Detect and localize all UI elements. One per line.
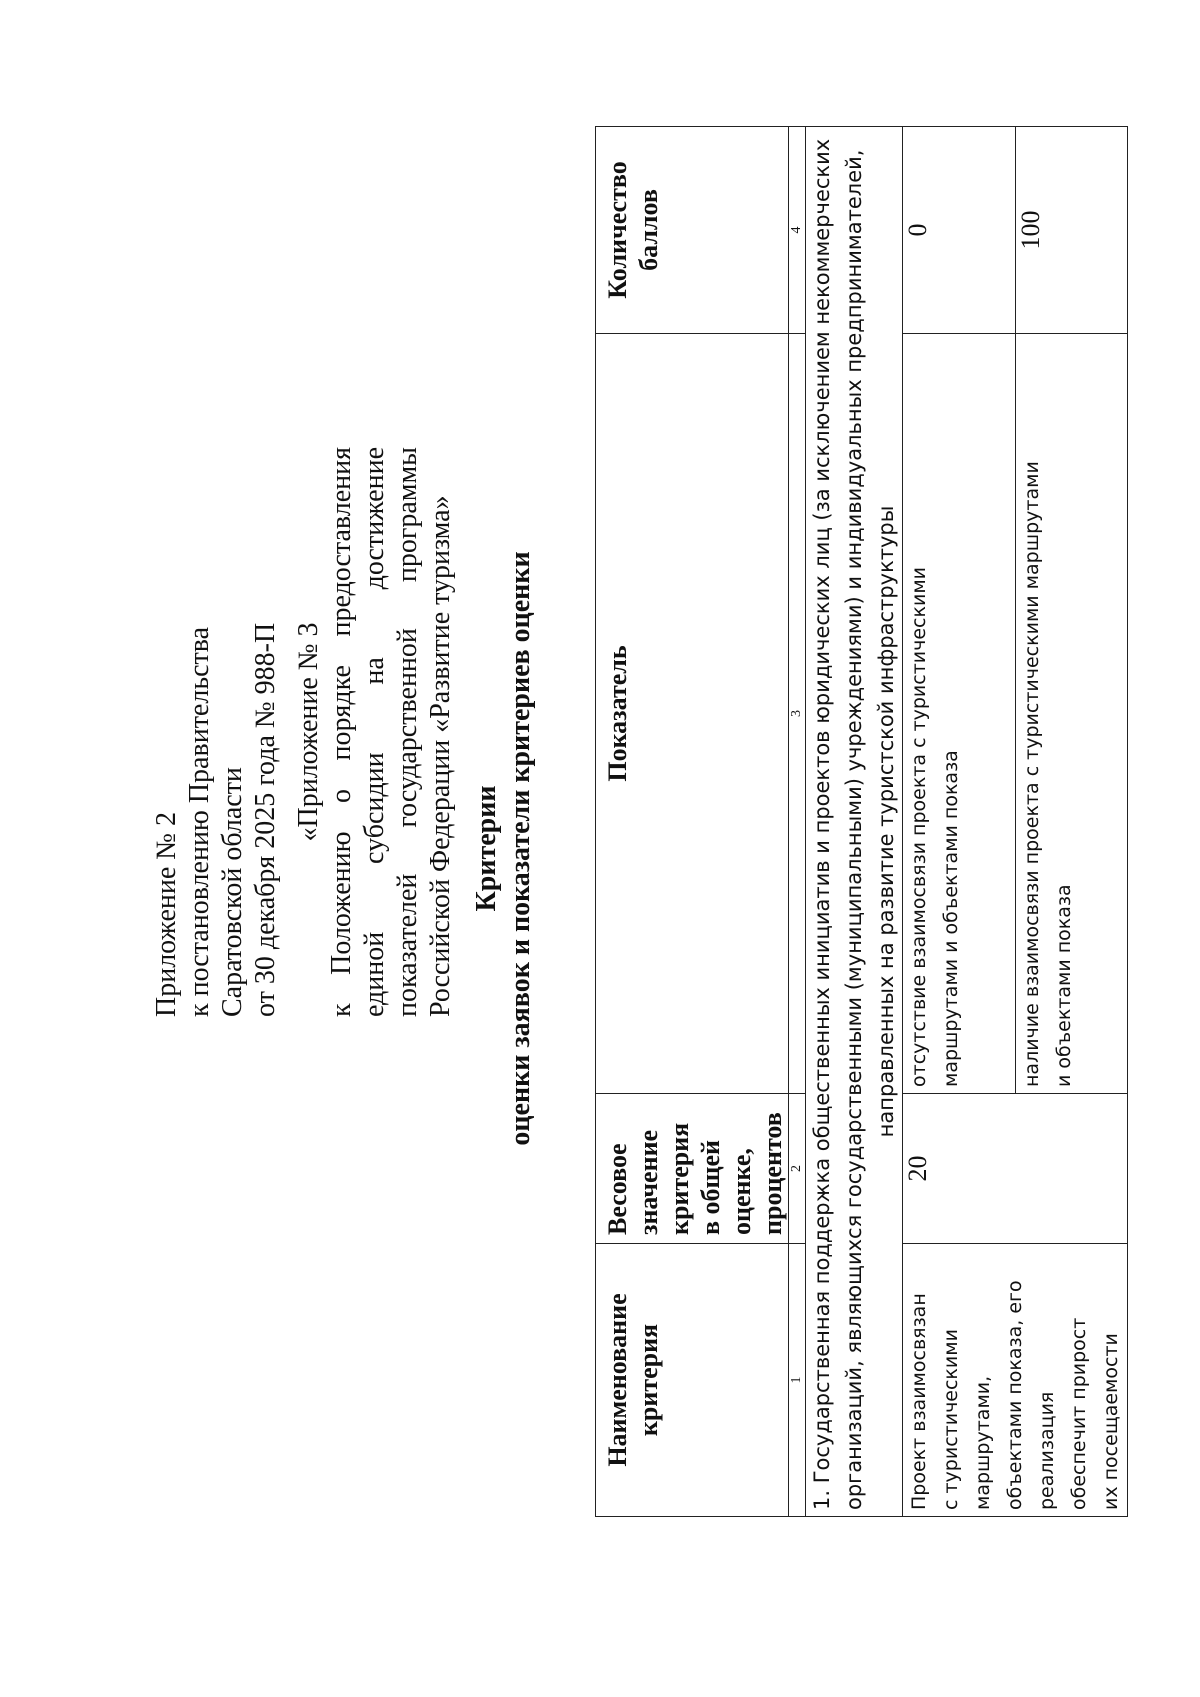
document-title bbox=[470, 0, 538, 1697]
header-weight-line: процентов bbox=[758, 1112, 787, 1235]
criterion-name-line: их посещаемости bbox=[1100, 1333, 1122, 1510]
header-ref-line: показателей государственной программы bbox=[392, 447, 423, 1017]
header-line: к постановлению Правительства bbox=[184, 626, 215, 1017]
header-ref-line: Российской Федерации «Развитие туризма» bbox=[425, 495, 456, 1017]
indicator-line: и объектами показа bbox=[1052, 884, 1075, 1087]
header-criterion-name: Наименование критерия bbox=[596, 1244, 789, 1517]
header-weight-line: критерия bbox=[665, 1122, 694, 1235]
header-score-line: Количество bbox=[603, 161, 632, 299]
indicator-text bbox=[903, 334, 1016, 1094]
section-line: направленных на развитие туристской инфраструктуры bbox=[874, 505, 898, 1138]
header-weight-line: в общей bbox=[696, 1139, 725, 1235]
criterion-name-line: с туристическими маршрутами, bbox=[940, 1329, 994, 1510]
criterion-weight: 20 bbox=[903, 1094, 1128, 1244]
indicator-line: отсутствие взаимосвязи проекта с туристическими bbox=[908, 566, 930, 1087]
header-ref-line: единой субсидии на достижение bbox=[359, 447, 390, 1017]
column-number-row bbox=[789, 127, 806, 1517]
column-number: 2 bbox=[789, 1094, 806, 1244]
title-line: оценки заявок и показатели критериев оценки bbox=[505, 551, 536, 1146]
section-line: организаций, являющихся государственными (муниципальными) учреждениями) и индивидуальных предпринимателей, bbox=[842, 149, 866, 1510]
criterion-name-line: Проект взаимосвязан bbox=[908, 1293, 930, 1510]
table-header-row bbox=[596, 127, 789, 1517]
column-number: 1 bbox=[789, 1244, 806, 1517]
section-row bbox=[806, 127, 903, 1517]
indicator-score: 100 bbox=[1015, 127, 1128, 334]
column-number: 3 bbox=[789, 334, 806, 1094]
header-line: Приложение № 2 bbox=[151, 812, 182, 1017]
section-line: 1. Государственная поддержка общественных инициатив и проектов юридических лиц (за исключением некоммерческих bbox=[810, 138, 834, 1510]
indicator-score: 0 bbox=[903, 127, 1016, 334]
indicator-line: маршрутами и объектами показа bbox=[940, 750, 962, 1087]
column-number: 4 bbox=[789, 127, 806, 334]
header-score bbox=[596, 127, 789, 334]
header-weight-line: Весовое bbox=[603, 1143, 632, 1235]
title-line: Критерии bbox=[471, 785, 502, 912]
header-weight-line: оценке, bbox=[727, 1148, 756, 1235]
header-indicator: Показатель bbox=[596, 334, 789, 1094]
table-row bbox=[903, 127, 1016, 1517]
section-title bbox=[806, 127, 903, 1517]
appendix-number: «Приложение № 3 bbox=[293, 622, 324, 842]
header-score-line: баллов bbox=[634, 189, 663, 271]
header-weight-line: значение bbox=[634, 1129, 663, 1235]
header-line: от 30 декабря 2025 года № 988-П bbox=[250, 622, 281, 1017]
header-line: Саратовской области bbox=[217, 767, 248, 1017]
criterion-name-line: объектами показа, его реализация bbox=[1004, 1280, 1058, 1510]
indicator-line: наличие взаимосвязи проекта с туристическими маршрутами bbox=[1020, 461, 1043, 1087]
indicator-text bbox=[1015, 334, 1128, 1094]
appendix-header bbox=[150, 447, 457, 1017]
criteria-table bbox=[595, 126, 1128, 1517]
header-ref-line: к Положению о порядке предоставления bbox=[326, 447, 357, 1017]
criterion-name bbox=[903, 1244, 1128, 1517]
criterion-name-line: обеспечит прирост bbox=[1068, 1317, 1090, 1510]
header-weight bbox=[596, 1094, 789, 1244]
